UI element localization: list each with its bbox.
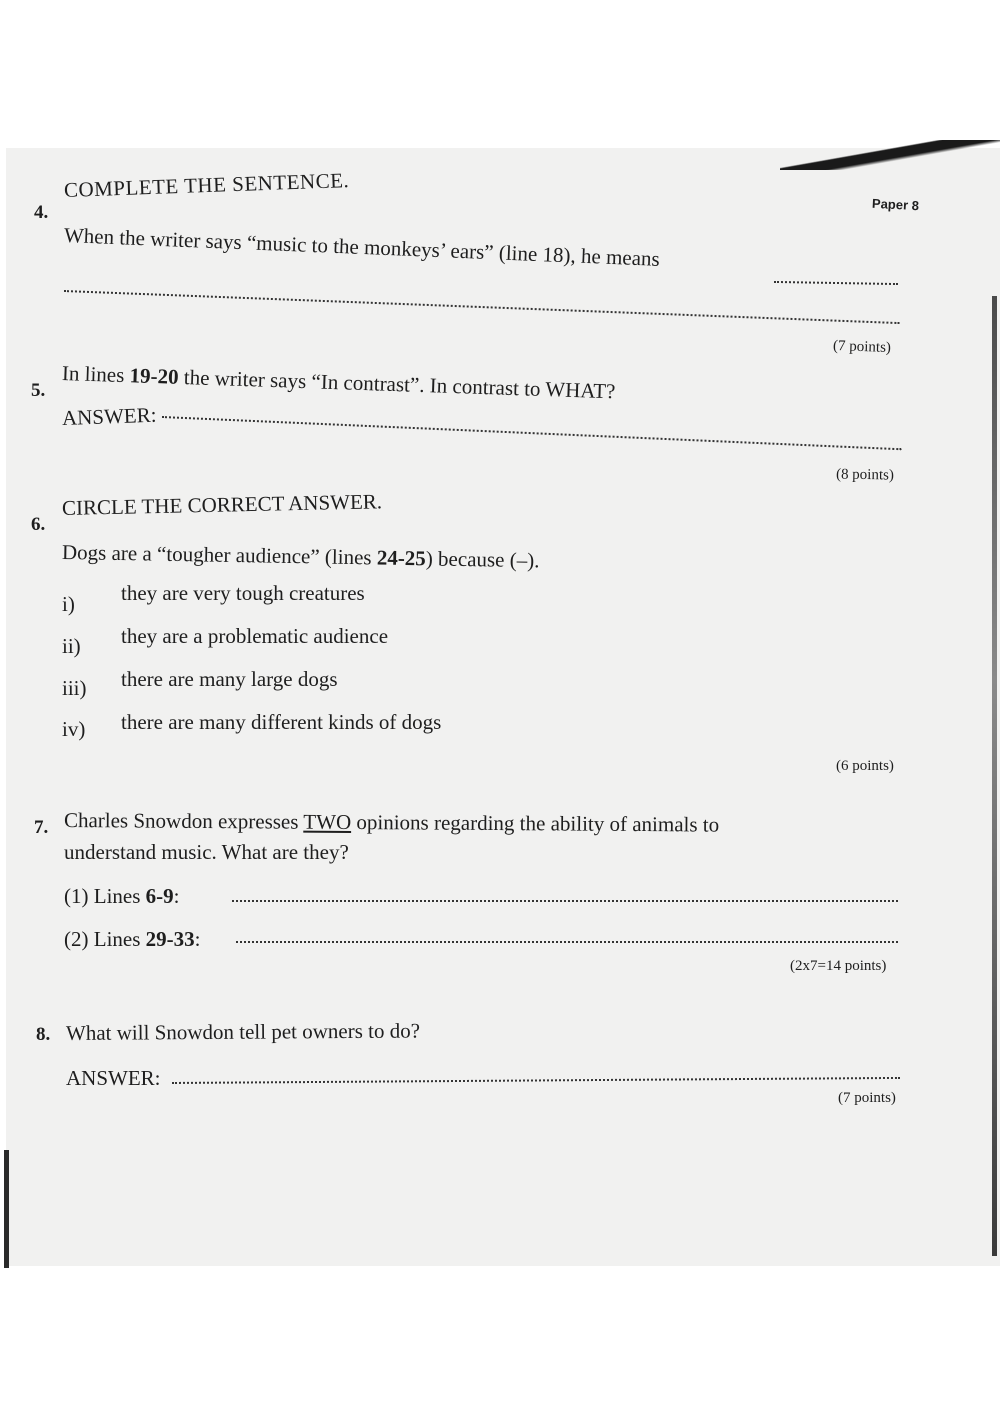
question-number: 6. bbox=[31, 514, 46, 535]
question-prompt: In lines 19-20 the writer says “In contrast”. In contrast to WHAT? bbox=[61, 361, 616, 404]
option-text[interactable]: they are very tough creatures bbox=[121, 581, 365, 605]
answer-line[interactable] bbox=[232, 900, 898, 902]
question-points: (8 points) bbox=[835, 466, 895, 484]
option-label: iii) bbox=[62, 676, 87, 700]
question-instruction: CIRCLE THE CORRECT ANSWER. bbox=[61, 489, 383, 520]
option-label: ii) bbox=[62, 634, 81, 658]
option-label: i) bbox=[62, 592, 75, 616]
question-number: 4. bbox=[34, 202, 49, 223]
answer-label: ANSWER: bbox=[66, 1066, 161, 1090]
question-number: 8. bbox=[36, 1024, 51, 1045]
question-points: (2x7=14 points) bbox=[790, 958, 887, 974]
answer-label: ANSWER: bbox=[61, 402, 157, 430]
paper-edge-left bbox=[4, 1150, 9, 1268]
question-prompt-line2: understand music. What are they? bbox=[64, 840, 349, 864]
option-text[interactable]: there are many large dogs bbox=[121, 667, 338, 691]
question-prompt: Dogs are a “tougher audience” (lines 24-25) because (–). bbox=[61, 540, 540, 573]
part-1-label: (1) Lines 6-9: bbox=[64, 884, 180, 908]
question-prompt: What will Snowdon tell pet owners to do? bbox=[65, 1018, 421, 1045]
question-prompt: Charles Snowdon expresses TWO opinions regarding the ability of animals to bbox=[63, 808, 720, 837]
question-number: 5. bbox=[31, 380, 46, 401]
question-prompt: When the writer says “music to the monkeys’ ears” (line 18), he means bbox=[63, 223, 661, 271]
paper-corner-shadow bbox=[780, 140, 1000, 170]
option-label: iv) bbox=[62, 717, 86, 741]
question-points: (7 points) bbox=[832, 337, 892, 357]
question-instruction: COMPLETE THE SENTENCE. bbox=[63, 168, 350, 202]
option-text[interactable]: they are a problematic audience bbox=[121, 624, 389, 648]
paper-edge-right bbox=[992, 296, 997, 1256]
option-text[interactable]: there are many different kinds of dogs bbox=[121, 710, 442, 734]
answer-line[interactable] bbox=[236, 941, 898, 943]
paper-label: Paper 8 bbox=[871, 195, 920, 214]
part-2-label: (2) Lines 29-33: bbox=[64, 927, 201, 951]
question-number: 7. bbox=[34, 817, 49, 838]
question-points: (6 points) bbox=[836, 758, 894, 774]
question-points: (7 points) bbox=[838, 1090, 896, 1106]
